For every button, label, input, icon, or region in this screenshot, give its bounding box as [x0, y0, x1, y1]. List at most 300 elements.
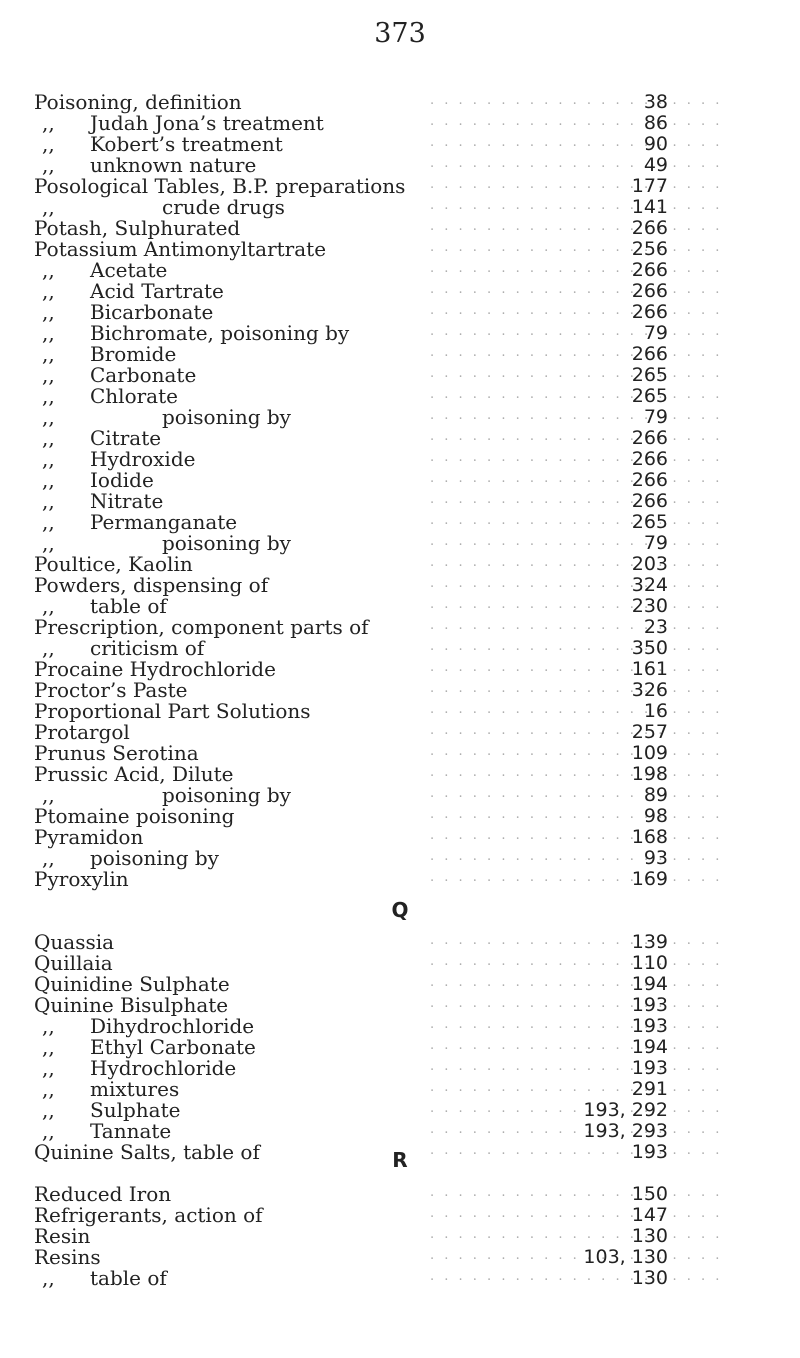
page-reference: 266: [631, 301, 668, 323]
ditto-mark: ,,: [42, 279, 55, 303]
entry-text: poisoning by: [162, 783, 291, 807]
index-section-p: [0, 92, 800, 890]
page-reference: 266: [631, 259, 668, 281]
ditto-mark: ,,: [42, 1077, 55, 1101]
leader-dots: [430, 930, 730, 951]
ditto-mark: ,,: [42, 1266, 55, 1290]
leader-dots: [430, 1014, 730, 1035]
index-entry: [0, 680, 800, 701]
entry-label: [34, 575, 268, 596]
ditto-mark: ,,: [42, 1035, 55, 1059]
leader-dots: [430, 1224, 730, 1245]
entry-text: unknown nature: [90, 153, 257, 177]
leader-dots: [430, 783, 730, 804]
page-reference: 150: [631, 1183, 668, 1205]
leader-dots: [430, 321, 730, 342]
leader-dots: [430, 615, 730, 636]
entry-label: [42, 470, 154, 491]
page-reference: 86: [643, 112, 668, 134]
entry-text: Resin: [34, 1224, 91, 1248]
index-entry: [0, 239, 800, 260]
index-entry: [0, 974, 800, 995]
index-section-r: [0, 1184, 800, 1289]
entry-text: Tannate: [90, 1119, 172, 1143]
leader-dots: [430, 993, 730, 1014]
entry-text: poisoning by: [90, 846, 219, 870]
index-entry: [0, 1079, 800, 1100]
page-reference: 49: [643, 154, 668, 176]
entry-label: [34, 953, 113, 974]
leader-dots: [430, 1182, 730, 1203]
entry-label: [42, 365, 196, 386]
entry-text: Acetate: [90, 258, 168, 282]
leader-dots: [430, 510, 730, 531]
page-reference: 79: [643, 406, 668, 428]
page-reference: 193: [631, 1141, 668, 1163]
entry-text: Bicarbonate: [90, 300, 214, 324]
ditto-mark: ,,: [42, 111, 55, 135]
leader-dots: [430, 489, 730, 510]
leader-dots: [430, 804, 730, 825]
index-entry: [0, 1100, 800, 1121]
page-reference: 110: [631, 952, 668, 974]
entry-text: Quinine Salts, table of: [34, 1140, 260, 1164]
entry-text: Procaine Hydrochloride: [34, 657, 276, 681]
entry-label: [34, 743, 199, 764]
entry-label: [34, 1247, 101, 1268]
ditto-mark: ,,: [42, 132, 55, 156]
ditto-mark: ,,: [42, 1014, 55, 1038]
page-reference: 193: [631, 1015, 668, 1037]
entry-text: Carbonate: [90, 363, 197, 387]
entry-label: [42, 302, 213, 323]
entry-label: [42, 428, 161, 449]
entry-label: [34, 680, 188, 701]
page-reference: 324: [631, 574, 668, 596]
index-entry: [0, 617, 800, 638]
entry-label: [42, 281, 224, 302]
leader-dots: [430, 867, 730, 888]
index-entry: [0, 113, 800, 134]
page-reference: 177: [631, 175, 668, 197]
entry-label: [42, 155, 256, 176]
page-reference: 266: [631, 427, 668, 449]
index-entry: [0, 1226, 800, 1247]
leader-dots: [430, 531, 730, 552]
page-reference: 230: [631, 595, 668, 617]
page-reference: 193, 293: [583, 1120, 668, 1142]
entry-label: [42, 1016, 254, 1037]
index-entry: [0, 197, 800, 218]
entry-text: Hydroxide: [90, 447, 196, 471]
entry-text: Posological Tables, B.P. preparations: [34, 174, 406, 198]
leader-dots: [430, 552, 730, 573]
entry-text: Prussic Acid, Dilute: [34, 762, 234, 786]
leader-dots: [430, 447, 730, 468]
leader-dots: [430, 258, 730, 279]
entry-label: [42, 197, 285, 218]
entry-label: [42, 344, 176, 365]
entry-label: [34, 827, 143, 848]
page-reference: 98: [643, 805, 668, 827]
leader-dots: [430, 1077, 730, 1098]
page-reference: 265: [631, 385, 668, 407]
entry-text: Pyroxylin: [34, 867, 129, 891]
entry-text: Ptomaine poisoning: [34, 804, 235, 828]
leader-dots: [430, 216, 730, 237]
entry-label: [34, 176, 405, 197]
index-entry: [0, 1184, 800, 1205]
entry-text: Protargol: [34, 720, 130, 744]
page-number: 373: [374, 18, 426, 49]
page-reference: 193: [631, 994, 668, 1016]
leader-dots: [430, 111, 730, 132]
page-reference: 193: [631, 1057, 668, 1079]
index-entry: [0, 722, 800, 743]
page-reference: 16: [643, 700, 668, 722]
entry-text: Poultice, Kaolin: [34, 552, 193, 576]
ditto-mark: ,,: [42, 384, 55, 408]
ditto-mark: ,,: [42, 321, 55, 345]
ditto-mark: ,,: [42, 447, 55, 471]
page-reference: 266: [631, 280, 668, 302]
page-reference: 168: [631, 826, 668, 848]
leader-dots: [430, 825, 730, 846]
ditto-mark: ,,: [42, 1119, 55, 1143]
ditto-mark: ,,: [42, 531, 55, 555]
entry-text: table of: [90, 594, 167, 618]
index-entry: [0, 281, 800, 302]
page-reference: 130: [631, 1225, 668, 1247]
entry-label: [42, 260, 167, 281]
index-entry: [0, 1058, 800, 1079]
entry-text: Proctor’s Paste: [34, 678, 188, 702]
ditto-mark: ,,: [42, 153, 55, 177]
ditto-mark: ,,: [42, 300, 55, 324]
entry-text: table of: [90, 1266, 167, 1290]
ditto-mark: ,,: [42, 846, 55, 870]
index-entry: [0, 1205, 800, 1226]
page-reference: 89: [643, 784, 668, 806]
leader-dots: [430, 741, 730, 762]
page-reference: 203: [631, 553, 668, 575]
entry-label: [34, 995, 228, 1016]
entry-text: Citrate: [90, 426, 162, 450]
leader-dots: [430, 636, 730, 657]
entry-text: crude drugs: [162, 195, 285, 219]
page-reference: 90: [643, 133, 668, 155]
entry-label: [42, 1079, 179, 1100]
page-reference: 266: [631, 217, 668, 239]
index-entry: [0, 176, 800, 197]
page-reference: 103, 130: [583, 1246, 668, 1268]
ditto-mark: ,,: [42, 783, 55, 807]
index-entry: [0, 407, 800, 428]
leader-dots: [430, 1119, 730, 1140]
index-entry: [0, 1268, 800, 1289]
index-entry: [0, 806, 800, 827]
ditto-mark: ,,: [42, 195, 55, 219]
page-reference: 350: [631, 637, 668, 659]
leader-dots: [430, 678, 730, 699]
ditto-mark: ,,: [42, 1056, 55, 1080]
ditto-mark: ,,: [42, 1098, 55, 1122]
page-reference: 193, 292: [583, 1099, 668, 1121]
entry-text: mixtures: [90, 1077, 180, 1101]
entry-text: Chlorate: [90, 384, 178, 408]
leader-dots: [430, 342, 730, 363]
section-letter-r: R: [392, 1148, 408, 1172]
leader-dots: [430, 1245, 730, 1266]
leader-dots: [430, 972, 730, 993]
entry-label: [42, 113, 324, 134]
entry-text: Quinine Bisulphate: [34, 993, 229, 1017]
index-entry: [0, 365, 800, 386]
entry-label: [34, 974, 230, 995]
entry-label: [34, 1226, 90, 1247]
index-entry: [0, 554, 800, 575]
entry-label: [34, 218, 240, 239]
page-reference: 266: [631, 448, 668, 470]
index-entry: [0, 743, 800, 764]
page-reference: 291: [631, 1078, 668, 1100]
entry-label: [34, 1205, 263, 1226]
ditto-mark: ,,: [42, 636, 55, 660]
section-letter-q: Q: [391, 898, 409, 922]
leader-dots: [430, 90, 730, 111]
ditto-mark: ,,: [42, 426, 55, 450]
entry-label: [34, 92, 242, 113]
ditto-mark: ,,: [42, 489, 55, 513]
entry-label: [42, 386, 178, 407]
entry-text: poisoning by: [162, 405, 291, 429]
index-entry: [0, 218, 800, 239]
entry-text: Acid Tartrate: [90, 279, 224, 303]
entry-text: Resins: [34, 1245, 101, 1269]
index-entry: [0, 302, 800, 323]
index-entry: [0, 386, 800, 407]
leader-dots: [430, 1056, 730, 1077]
entry-label: [34, 554, 193, 575]
page-reference: 265: [631, 511, 668, 533]
entry-label: [42, 848, 219, 869]
page-reference: 265: [631, 364, 668, 386]
entry-text: Dihydrochloride: [90, 1014, 255, 1038]
entry-label: [42, 1268, 167, 1289]
index-entry: [0, 1037, 800, 1058]
entry-text: Permanganate: [90, 510, 238, 534]
entry-label: [42, 323, 349, 344]
ditto-mark: ,,: [42, 258, 55, 282]
leader-dots: [430, 720, 730, 741]
leader-dots: [430, 195, 730, 216]
page-reference: 130: [631, 1267, 668, 1289]
leader-dots: [430, 699, 730, 720]
leader-dots: [430, 1266, 730, 1287]
entry-text: Potassium Antimonyltartrate: [34, 237, 327, 261]
entry-label: [42, 638, 204, 659]
index-entry: [0, 260, 800, 281]
entry-text: Hydrochloride: [90, 1056, 237, 1080]
ditto-mark: ,,: [42, 363, 55, 387]
page-reference: 256: [631, 238, 668, 260]
entry-label: [42, 1121, 171, 1142]
entry-label: [42, 512, 237, 533]
entry-text: Kobert’s treatment: [90, 132, 283, 156]
page-reference: 169: [631, 868, 668, 890]
index-entry: [0, 953, 800, 974]
index-entry: [0, 701, 800, 722]
ditto-mark: ,,: [42, 468, 55, 492]
leader-dots: [430, 573, 730, 594]
ditto-mark: ,,: [42, 594, 55, 618]
page-reference: 266: [631, 490, 668, 512]
index-entry: [0, 533, 800, 554]
entry-text: criticism of: [90, 636, 205, 660]
entry-label: [42, 407, 291, 428]
ditto-mark: ,,: [42, 405, 55, 429]
index-entry: [0, 134, 800, 155]
index-entry: [0, 764, 800, 785]
leader-dots: [430, 300, 730, 321]
leader-dots: [430, 468, 730, 489]
entry-label: [42, 491, 163, 512]
page-reference: 257: [631, 721, 668, 743]
index-entry: [0, 932, 800, 953]
page-reference: 161: [631, 658, 668, 680]
entry-text: Bichromate, poisoning by: [90, 321, 350, 345]
index-entry: [0, 995, 800, 1016]
index-entry: [0, 512, 800, 533]
page-reference: 194: [631, 973, 668, 995]
index-entry: [0, 638, 800, 659]
index-entry: [0, 1121, 800, 1142]
entry-text: Quinidine Sulphate: [34, 972, 230, 996]
leader-dots: [430, 237, 730, 258]
page-reference: 38: [643, 91, 668, 113]
page-reference: 79: [643, 322, 668, 344]
page-reference: 266: [631, 469, 668, 491]
entry-label: [34, 701, 311, 722]
leader-dots: [430, 153, 730, 174]
page-reference: 266: [631, 343, 668, 365]
entry-text: Proportional Part Solutions: [34, 699, 311, 723]
entry-label: [42, 1100, 180, 1121]
page-reference: 79: [643, 532, 668, 554]
index-entry: [0, 92, 800, 113]
entry-label: [34, 722, 130, 743]
ditto-mark: ,,: [42, 510, 55, 534]
page-reference: 141: [631, 196, 668, 218]
leader-dots: [430, 1203, 730, 1224]
index-entry: [0, 449, 800, 470]
entry-label: [34, 1184, 171, 1205]
entry-label: [42, 596, 167, 617]
page-reference: 147: [631, 1204, 668, 1226]
entry-text: Potash, Sulphurated: [34, 216, 241, 240]
index-entry: [0, 323, 800, 344]
leader-dots: [430, 384, 730, 405]
leader-dots: [430, 846, 730, 867]
entry-text: Quassia: [34, 930, 115, 954]
index-entry: [0, 785, 800, 806]
entry-label: [42, 533, 291, 554]
page-reference: 109: [631, 742, 668, 764]
page-reference: 93: [643, 847, 668, 869]
leader-dots: [430, 426, 730, 447]
page-reference: 139: [631, 931, 668, 953]
page-reference: 23: [643, 616, 668, 638]
entry-text: Iodide: [90, 468, 154, 492]
entry-label: [34, 659, 276, 680]
entry-label: [34, 932, 114, 953]
leader-dots: [430, 279, 730, 300]
entry-text: Prescription, component parts of: [34, 615, 369, 639]
entry-label: [34, 239, 326, 260]
index-entry: [0, 1247, 800, 1268]
leader-dots: [430, 657, 730, 678]
leader-dots: [430, 1035, 730, 1056]
entry-label: [42, 449, 195, 470]
ditto-mark: ,,: [42, 342, 55, 366]
entry-text: Ethyl Carbonate: [90, 1035, 256, 1059]
entry-text: Reduced Iron: [34, 1182, 172, 1206]
index-entry: [0, 491, 800, 512]
entry-text: Pyramidon: [34, 825, 144, 849]
entry-label: [42, 785, 291, 806]
index-section-q: [0, 932, 800, 1163]
index-entry: [0, 428, 800, 449]
entry-text: Quillaia: [34, 951, 113, 975]
leader-dots: [430, 951, 730, 972]
leader-dots: [430, 405, 730, 426]
index-entry: [0, 659, 800, 680]
entry-label: [34, 869, 129, 890]
entry-text: Prunus Serotina: [34, 741, 199, 765]
entry-label: [34, 806, 234, 827]
entry-label: [42, 134, 283, 155]
leader-dots: [430, 762, 730, 783]
index-entry: [0, 155, 800, 176]
entry-text: Refrigerants, action of: [34, 1203, 263, 1227]
index-entry: [0, 827, 800, 848]
entry-label: [42, 1058, 236, 1079]
page-reference: 326: [631, 679, 668, 701]
entry-text: Sulphate: [90, 1098, 181, 1122]
index-entry: [0, 470, 800, 491]
entry-label: [34, 764, 234, 785]
index-entry: [0, 596, 800, 617]
entry-label: [34, 617, 369, 638]
entry-text: Bromide: [90, 342, 177, 366]
entry-text: Powders, dispensing of: [34, 573, 269, 597]
page-reference: 198: [631, 763, 668, 785]
leader-dots: [430, 174, 730, 195]
entry-text: Judah Jona’s treatment: [90, 111, 324, 135]
page-reference: 194: [631, 1036, 668, 1058]
leader-dots: [430, 132, 730, 153]
entry-text: Nitrate: [90, 489, 164, 513]
leader-dots: [430, 363, 730, 384]
index-entry: [0, 869, 800, 890]
entry-text: Poisoning, definition: [34, 90, 242, 114]
leader-dots: [430, 594, 730, 615]
entry-text: poisoning by: [162, 531, 291, 555]
index-entry: [0, 575, 800, 596]
entry-label: [42, 1037, 256, 1058]
index-entry: [0, 344, 800, 365]
leader-dots: [430, 1098, 730, 1119]
